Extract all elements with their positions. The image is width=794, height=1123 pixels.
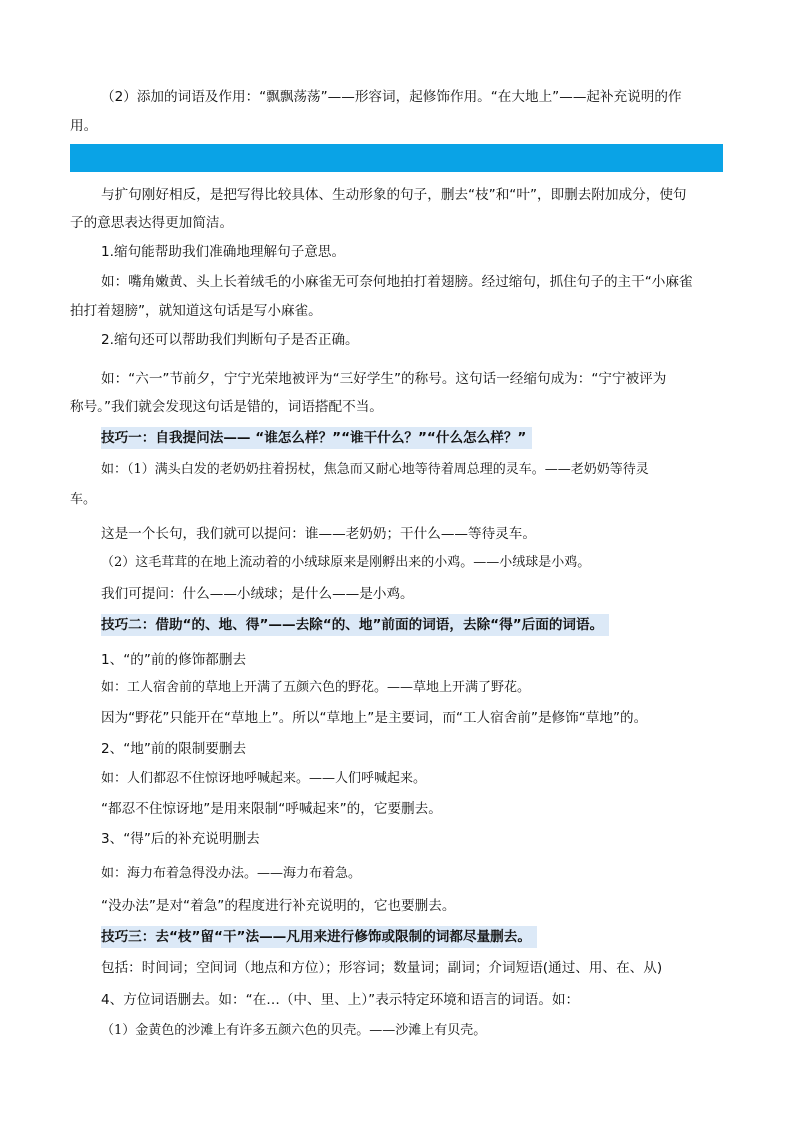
paragraph-tip1-explain-2: 我们可提问：什么——小绒球；是什么——是小鸡。	[101, 586, 414, 602]
paragraph-tip2-rule-2: 2、“地”前的限制要删去	[101, 741, 247, 757]
paragraph-tip3-rule-4: 4、方位词语删去。如：“在…（中、里、上）”表示特定环境和语言的词语。如：	[101, 992, 580, 1008]
paragraph-example-1-cont: 拍打着翅膀”，就知道这句话是写小麻雀。	[70, 303, 322, 319]
paragraph-tip2-explain-3: “没办法”是对“着急”的程度进行补充说明的，它也要删去。	[101, 898, 456, 914]
paragraph-tip2-explain-1: 因为“野花”只能开在“草地上”。所以“草地上”是主要词，而“工人宿舍前”是修饰“草地”的。	[101, 710, 648, 726]
paragraph-tip3-includes: 包括：时间词；空间词（地点和方位）；形容词；数量词；副词；介词短语(通过、用、在、从)	[101, 960, 663, 976]
tip-heading-3: 技巧三：去“枝”留“干”法——凡用来进行修饰或限制的词都尽量删去。	[101, 926, 537, 948]
paragraph-point-1: 1.缩句能帮助我们准确地理解句子意思。	[101, 244, 346, 260]
paragraph-tip3-example-1: （1）金黄色的沙滩上有许多五颜六色的贝壳。——沙滩上有贝壳。	[101, 1023, 487, 1038]
paragraph-example-1: 如：嘴角嫩黄、头上长着绒毛的小麻雀无可奈何地拍打着翅膀。经过缩句，抓住句子的主干“小麻雀	[101, 274, 693, 290]
paragraph-intro-cont: 子的意思表达得更加简洁。	[70, 215, 234, 231]
paragraph-example-2-cont: 称号。”我们就会发现这句话是错的，词语搭配不当。	[70, 399, 383, 415]
paragraph-tip2-example-3: 如：海力布着急得没办法。——海力布着急。	[101, 866, 362, 881]
paragraph-added-words-cont: 用。	[70, 118, 98, 134]
paragraph-intro: 与扩句刚好相反，是把写得比较具体、生动形象的句子，删去“枝”和“叶”，即删去附加成分，使句	[101, 187, 687, 203]
tip-heading-2: 技巧二：借助“的、地、得”——去除“的、地”前面的词语，去除“得”后面的词语。	[101, 614, 609, 636]
paragraph-tip1-explain-1: 这是一个长句，我们就可以提问：谁——老奶奶；干什么——等待灵车。	[101, 526, 536, 542]
paragraph-tip2-example-2: 如：人们都忍不住惊讶地呼喊起来。——人们呼喊起来。	[101, 771, 427, 786]
paragraph-tip2-example-1: 如：工人宿舍前的草地上开满了五颜六色的野花。——草地上开满了野花。	[101, 680, 531, 695]
paragraph-tip1-example-1: 如：（1）满头白发的老奶奶拄着拐杖，焦急而又耐心地等待着周总理的灵车。——老奶奶等待灵	[101, 462, 649, 477]
paragraph-added-words: （2）添加的词语及作用：“飘飘荡荡”——形容词，起修饰作用。“在大地上”——起补充说明的作	[101, 89, 682, 105]
paragraph-point-2: 2.缩句还可以帮助我们判断句子是否正确。	[101, 332, 359, 348]
section-header-bar	[70, 144, 723, 172]
paragraph-tip1-example-2: （2）这毛茸茸的在地上流动着的小绒球原来是刚孵出来的小鸡。——小绒球是小鸡。	[101, 555, 591, 570]
paragraph-tip2-rule-3: 3、“得”后的补充说明删去	[101, 831, 260, 847]
paragraph-example-2: 如：“六一”节前夕，宁宁光荣地被评为“三好学生”的称号。这句话一经缩句成为：“宁宁被评为	[101, 371, 667, 387]
paragraph-tip2-explain-2: “都忍不住惊讶地”是用来限制“呼喊起来”的，它要删去。	[101, 801, 442, 817]
paragraph-tip1-example-1-cont: 车。	[70, 492, 97, 507]
paragraph-tip2-rule-1: 1、“的”前的修饰都删去	[101, 652, 247, 668]
tip-heading-1: 技巧一：自我提问法—— “谁怎么样？”“谁干什么？”“什么怎么样？”	[101, 427, 532, 449]
